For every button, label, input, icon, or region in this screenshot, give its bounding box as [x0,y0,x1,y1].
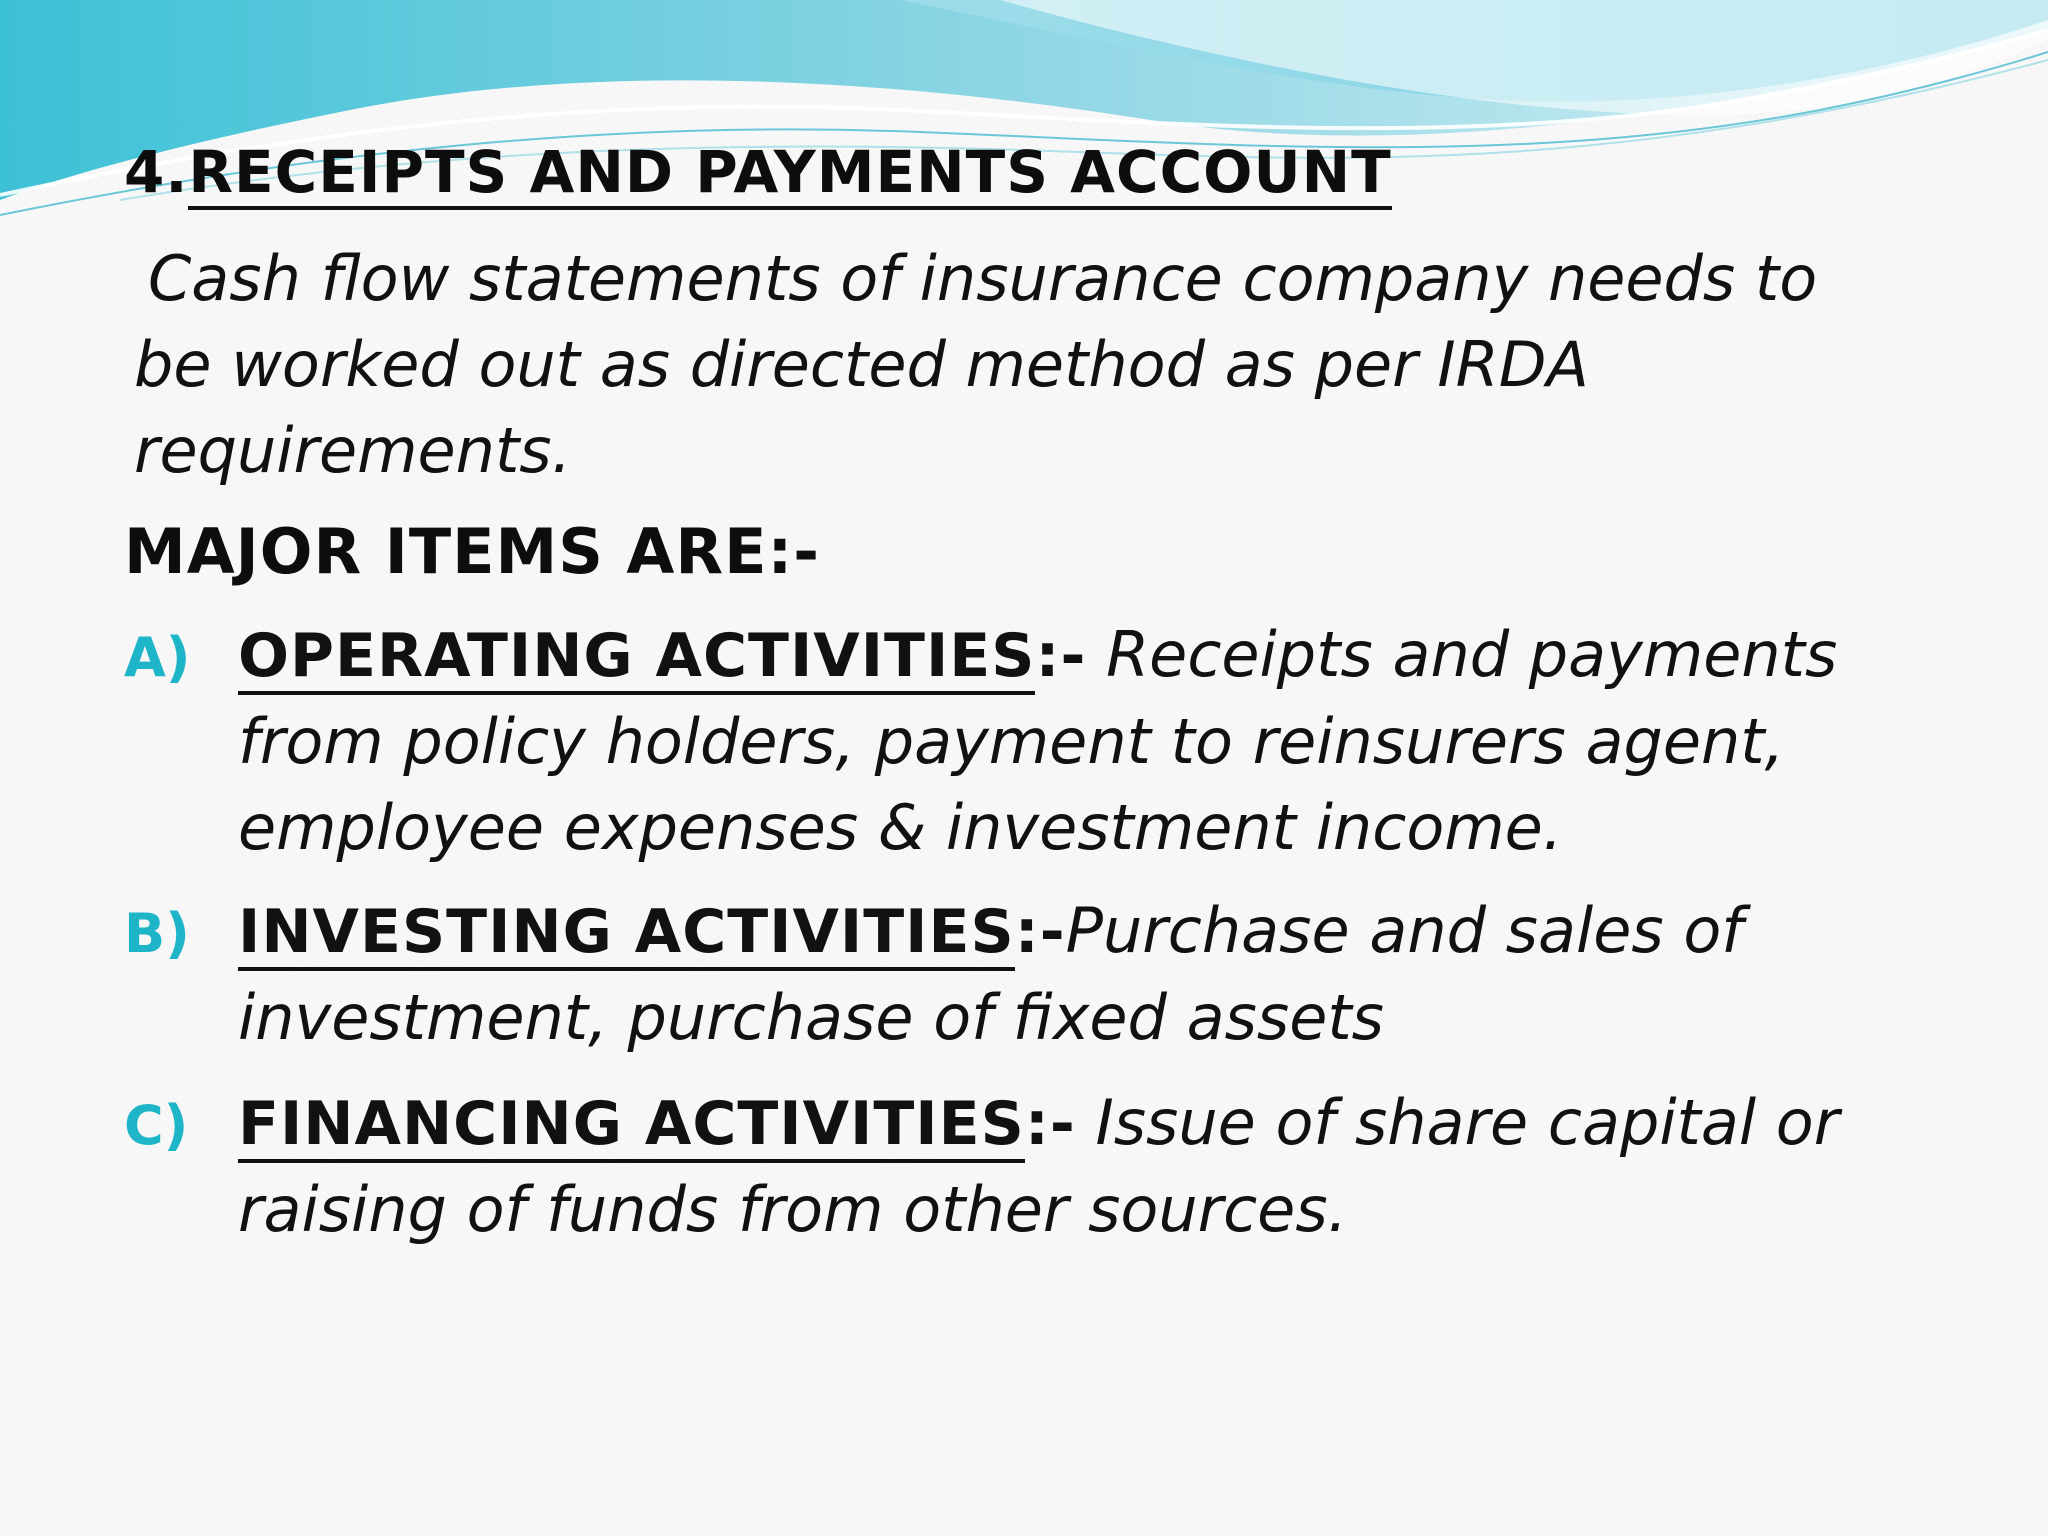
operating-activities-text: Receipts and payments from policy holders, payment to reinsurers agent, employee expenses & investment income. [238,618,1838,864]
list-marker-a: A) [124,626,191,689]
operating-activities-label: OPERATING ACTIVITIES [238,621,1035,695]
slide-title-text: RECEIPTS AND PAYMENTS ACCOUNT [188,138,1391,210]
list-item-body [238,612,1978,871]
list-marker-b: B) [124,902,190,965]
list-item-label [238,897,1066,971]
slide-title [124,136,1392,208]
list-marker-c: C) [124,1094,189,1157]
list-item-label [238,621,1086,695]
label-suffix: :- [1014,897,1066,967]
major-items-heading: MAJOR ITEMS ARE:- [124,515,821,588]
financing-activities-text: Issue of share capital or raising of funds from other sources. [238,1086,1840,1246]
label-suffix: :- [1035,621,1087,691]
investing-activities-label: INVESTING ACTIVITIES [238,897,1015,971]
slide-title-number: 4. [124,138,189,206]
investing-activities-text: Purchase and sales of investment, purchase of fixed assets [238,894,1744,1054]
financing-activities-label: FINANCING ACTIVITIES [238,1089,1025,1163]
list-item-label [238,1089,1076,1163]
list-item-body [238,888,1978,1061]
label-suffix: :- [1024,1089,1076,1159]
intro-paragraph: Cash flow statements of insurance company needs to be worked out as directed method as per IRDA requirements. [134,242,1818,487]
list-item-body [238,1080,1978,1253]
